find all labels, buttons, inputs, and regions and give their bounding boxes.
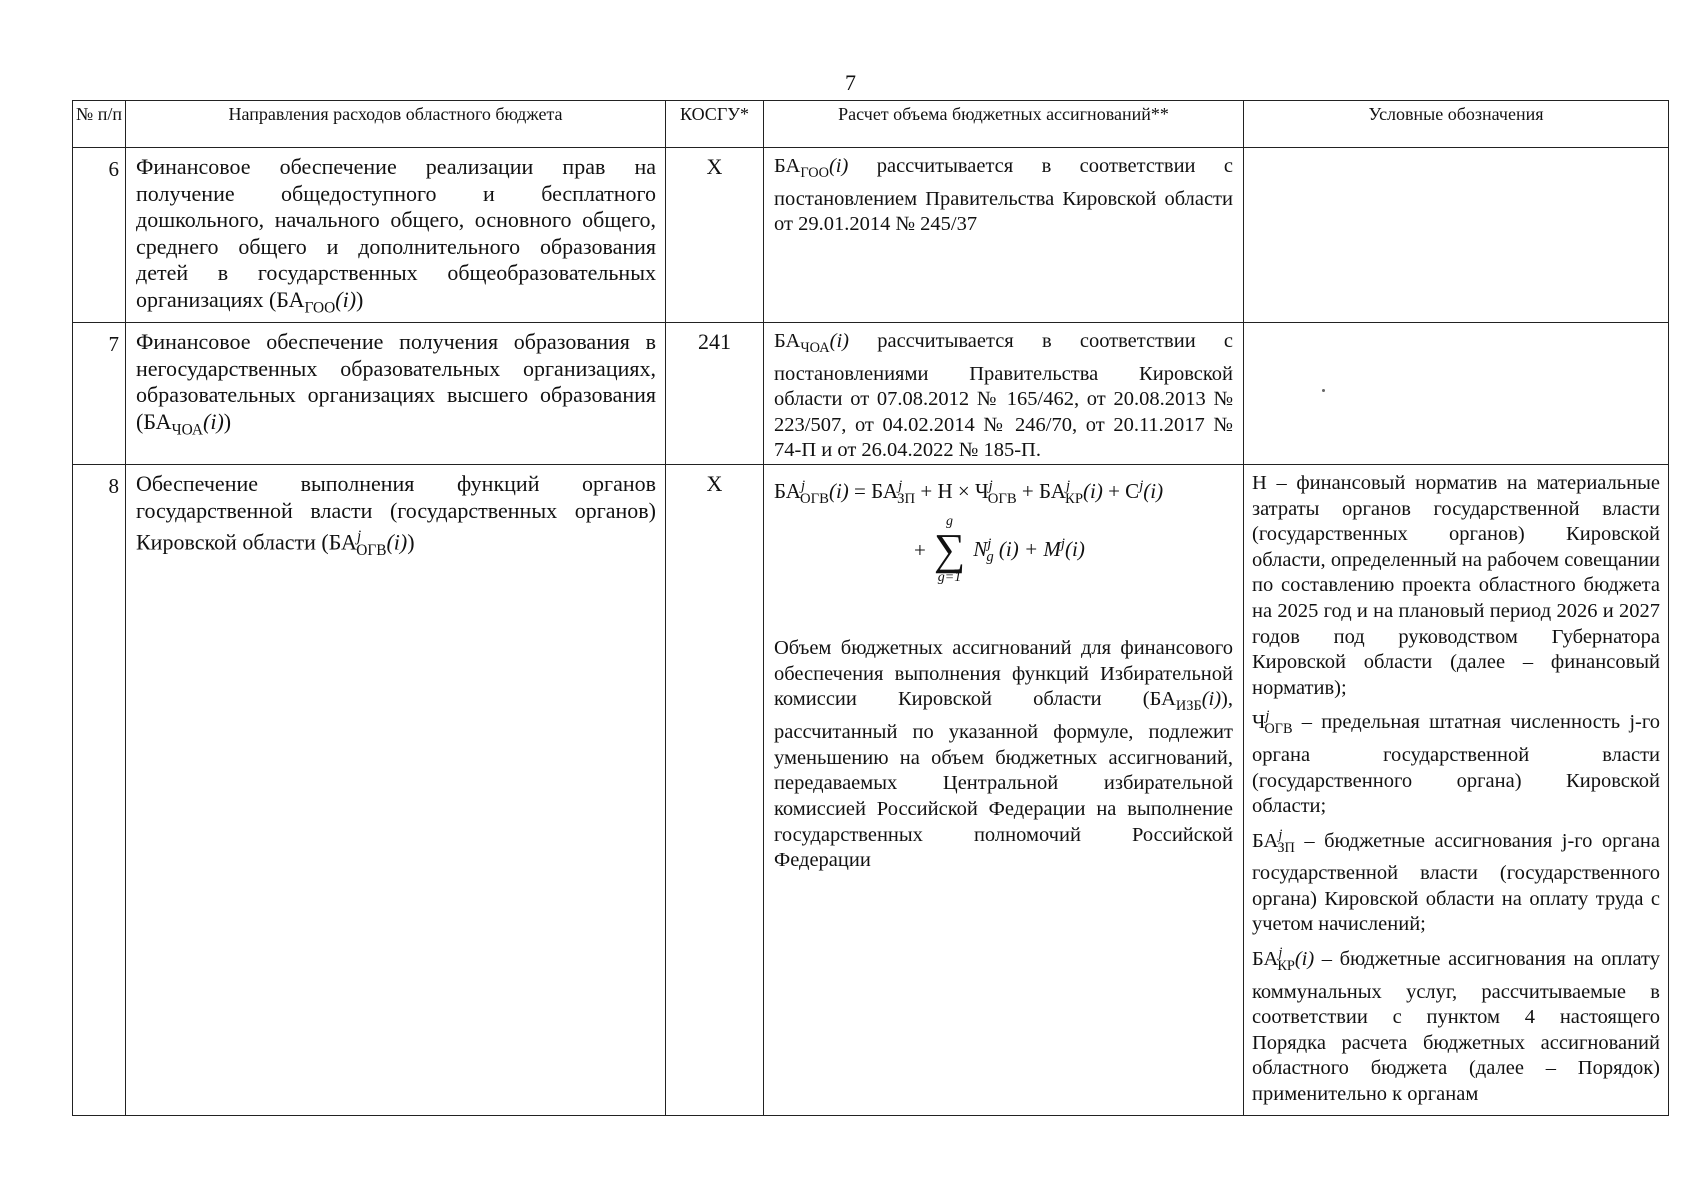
table-header-row [73, 101, 1669, 148]
row-kosgu: Х [666, 148, 764, 323]
table-row [73, 465, 1669, 1116]
stray-mark [1322, 389, 1325, 392]
legend-item-norm: Н – финансовый норматив на материальные затраты органов государственной власти (государственных органов) Кировской области, определенный на рабочем совещании по составлению проекта областного бюджета на 2025 год и на плановый период 2026 и 2027 годов под руководством Губернатора Кировской области (далее – финансовый норматив); [1252, 472, 1660, 699]
row-direction: Финансовое обеспечение получения образования в негосударственных образовательных организациях, образовательных организациях высшего образования $(БА_{ЧОА}(i))$ [126, 323, 666, 465]
row-legend [1244, 323, 1669, 465]
legend-item-salary: $БА^j_{ЗП}$ – бюджетные ассигнования j-го органа государственной власти (государственного органа) Кировской области на оплату труда с учетом начислений; [1252, 826, 1660, 936]
row-direction: Финансовое обеспечение реализации прав на получение общедоступного и бесплатного дошкольного, начального общего, основного общего, среднего общего и дополнительного образования детей в государственных общеобразовательных организациях $(БА_{ГОО}(i))$ [126, 148, 666, 323]
row-kosgu: 241 [666, 323, 764, 465]
summation-sign: g ∑ g=1 [933, 514, 966, 586]
budget-formula [774, 471, 1233, 586]
header-legend: Условные обозначения [1244, 101, 1669, 148]
formula-line-2: + g ∑ g=1 $N^j_g$ $(i) + M^j(i)$ [914, 514, 1085, 586]
table-row [73, 323, 1669, 465]
page-number: 7 [845, 70, 856, 95]
formula-line-1: $БА^j_{ОГВ}(i) = БА^j_{ЗП} + Н \times Ч^j_{ОГВ} + БА^j_{КР}(i) + С^j(i)$ [774, 478, 1164, 508]
row-number: 8 [73, 465, 126, 1116]
header-num: № п/п [73, 101, 126, 148]
row-legend [1244, 148, 1669, 323]
row-calc [764, 465, 1244, 1116]
budget-table [72, 100, 1669, 1116]
legend-item-headcount: $Ч^j_{ОГВ}$ – предельная штатная численность j-го органа государственной власти (государственного органа) Кировской области; [1252, 708, 1660, 818]
table-row [73, 148, 1669, 323]
row-number: 6 [73, 148, 126, 323]
row-legend [1244, 465, 1669, 1116]
header-direction: Направления расходов областного бюджета [126, 101, 666, 148]
row-number: 7 [73, 323, 126, 465]
calc-note: Объем бюджетных ассигнований для финансового обеспечения выполнения функций Избирательной комиссии Кировской области $(БА_{ИЗБ}(i))$, рассчитанный по указанной формуле, подлежит уменьшению на объем бюджетных ассигнований, передаваемых Центральной избирательной комиссией Российской Федерации на выполнение государственных полномочий Российской Федерации [774, 637, 1233, 872]
header-calc: Расчет объема бюджетных ассигнований** [764, 101, 1244, 148]
legend-item-utilities: $БА^j_{КР}(i)$ – бюджетные ассигнования на оплату коммунальных услуг, рассчитываемые в соответствии с пунктом 4 настоящего Порядка расчета бюджетных ассигнований областного бюджета (далее – Порядок) применительно к органам [1252, 945, 1660, 1105]
row-kosgu: Х [666, 465, 764, 1116]
row-calc: $БА_{ГОО}(i)$ рассчитывается в соответствии с постановлением Правительства Кировской области от 29.01.2014 № 245/37 [764, 148, 1244, 323]
header-kosgu: КОСГУ* [666, 101, 764, 148]
row-direction: Обеспечение выполнения функций органов государственной власти (государственных органов) Кировской области $(БА^j_{ОГВ}(i))$ [126, 465, 666, 1116]
row-calc: $БА_{ЧОА}(i)$ рассчитывается в соответствии с постановлениями Правительства Кировской области от 07.08.2012 № 165/462, от 20.08.2013 № 223/507, от 04.02.2014 № 246/70, от 20.11.2017 № 74-П и от 26.04.2022 № 185-П. [764, 323, 1244, 465]
